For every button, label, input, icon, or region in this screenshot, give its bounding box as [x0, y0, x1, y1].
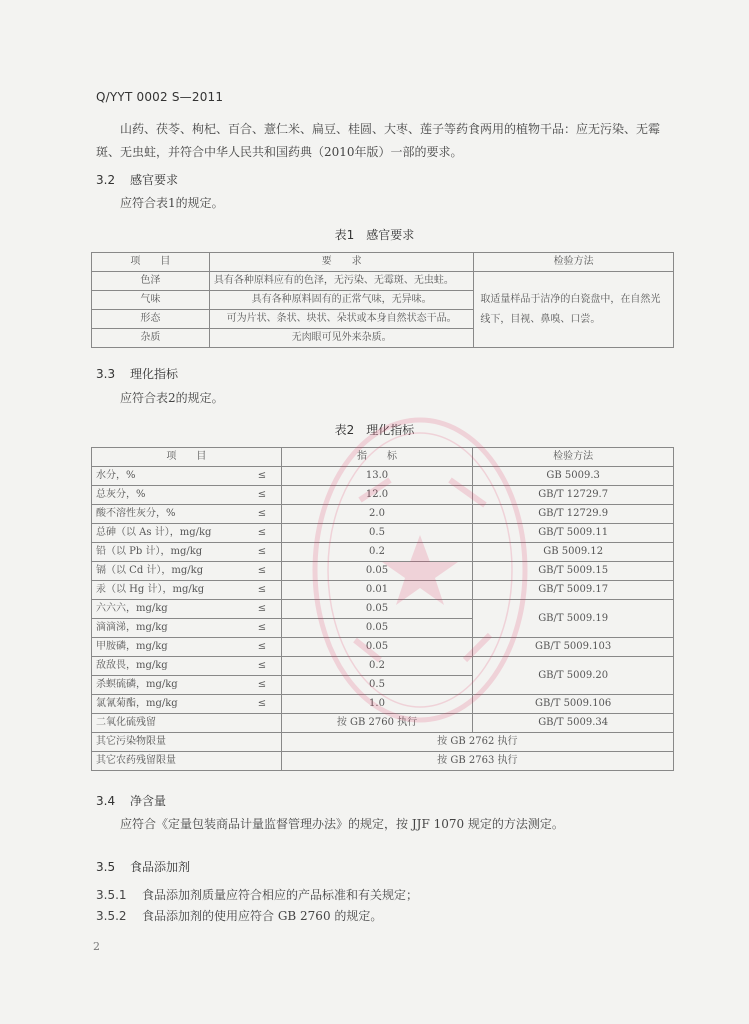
value-cell: 按 GB 2763 执行 — [281, 752, 673, 771]
section-3-4-heading — [96, 792, 166, 809]
section-title: 理化指标 — [130, 367, 179, 381]
item-number: 3.5.2 — [96, 909, 127, 923]
table-header-row — [92, 448, 674, 467]
section-3-3-heading — [96, 365, 178, 382]
item-cell: 总灰分，% — [92, 486, 244, 505]
operator-cell: ≤ — [243, 581, 281, 600]
standard-code: Q/YYT 0002 S—2011 — [96, 90, 224, 104]
item-cell: 酸不溶性灰分，% — [92, 505, 244, 524]
section-3-2-text: 应符合表1的规定。 — [120, 196, 224, 210]
operator-cell: ≤ — [243, 524, 281, 543]
operator-cell: ≤ — [243, 695, 281, 714]
method-cell: GB 5009.3 — [473, 467, 674, 486]
value-cell: 0.05 — [281, 600, 473, 619]
table-row — [92, 486, 674, 505]
section-title: 感官要求 — [130, 173, 179, 187]
item-number: 3.5.1 — [96, 888, 127, 902]
table-1-title: 表1 感官要求 — [334, 228, 415, 242]
header-cell: 项 目 — [92, 448, 282, 467]
item-cell: 滴滴涕，mg/kg — [92, 619, 244, 638]
section-title: 食品添加剂 — [130, 860, 191, 874]
table-row — [92, 581, 674, 600]
table-row — [92, 752, 674, 771]
section-number: 3.4 — [96, 794, 116, 808]
value-cell: 0.05 — [281, 562, 473, 581]
section-number: 3.3 — [96, 367, 116, 381]
item-cell: 敌敌畏，mg/kg — [92, 657, 244, 676]
value-cell: 0.5 — [281, 524, 473, 543]
item-cell: 形态 — [92, 310, 210, 329]
method-cell: GB/T 5009.15 — [473, 562, 674, 581]
operator-cell: ≤ — [243, 619, 281, 638]
table-row — [92, 600, 674, 619]
item-cell: 总砷（以 As 计），mg/kg — [92, 524, 244, 543]
operator-cell: ≤ — [243, 638, 281, 657]
table-row — [92, 505, 674, 524]
header-cell: 检验方法 — [473, 448, 674, 467]
requirement-cell: 无肉眼可见外来杂质。 — [209, 329, 474, 348]
item-cell: 甲胺磷，mg/kg — [92, 638, 244, 657]
item-cell: 杀螟硫磷，mg/kg — [92, 676, 244, 695]
method-cell: GB/T 5009.19 — [473, 600, 674, 638]
header-cell: 指 标 — [281, 448, 473, 467]
table-row — [92, 543, 674, 562]
value-cell: 13.0 — [281, 467, 473, 486]
table-row — [92, 733, 674, 752]
section-3-3-text: 应符合表2的规定。 — [120, 391, 224, 405]
item-cell: 杂质 — [92, 329, 210, 348]
section-number: 3.5 — [96, 860, 116, 874]
page-number: 2 — [93, 940, 100, 953]
section-3-4-text: 应符合《定量包装商品计量监督管理办法》的规定，按 JJF 1070 规定的方法测定。 — [120, 817, 564, 831]
value-cell: 0.05 — [281, 638, 473, 657]
section-3-5-heading — [96, 858, 190, 875]
item-text: 食品添加剂质量应符合相应的产品标准和有关规定； — [142, 888, 419, 902]
method-cell: GB/T 12729.7 — [473, 486, 674, 505]
value-cell: 0.5 — [281, 676, 473, 695]
item-cell: 氯氰菊酯，mg/kg — [92, 695, 244, 714]
requirement-cell: 可为片状、条状、块状、朵状或本身自然状态干品。 — [209, 310, 474, 329]
operator-cell: ≤ — [243, 600, 281, 619]
item-cell: 气味 — [92, 291, 210, 310]
value-cell: 0.2 — [281, 543, 473, 562]
operator-cell: ≤ — [243, 505, 281, 524]
item-cell: 水分，% — [92, 467, 244, 486]
section-title: 净含量 — [130, 794, 167, 808]
method-cell: GB/T 12729.9 — [473, 505, 674, 524]
table-row — [92, 657, 674, 676]
requirement-cell: 具有各种原料应有的色泽，无污染、无霉斑、无虫蛀。 — [209, 272, 474, 291]
item-cell: 汞（以 Hg 计），mg/kg — [92, 581, 244, 600]
physicochemical-table — [91, 447, 674, 771]
operator-cell: ≤ — [243, 467, 281, 486]
item-3-5-1 — [96, 886, 418, 903]
table-row — [92, 524, 674, 543]
table-body — [92, 448, 674, 771]
operator-cell: ≤ — [243, 543, 281, 562]
item-cell: 镉（以 Cd 计），mg/kg — [92, 562, 244, 581]
value-cell: 按 GB 2762 执行 — [281, 733, 673, 752]
method-cell: GB/T 5009.103 — [473, 638, 674, 657]
value-cell: 12.0 — [281, 486, 473, 505]
value-cell: 0.2 — [281, 657, 473, 676]
operator-cell: ≤ — [243, 486, 281, 505]
method-cell: GB 5009.12 — [473, 543, 674, 562]
method-cell: GB/T 5009.17 — [473, 581, 674, 600]
item-cell: 色泽 — [92, 272, 210, 291]
item-cell: 其它农药残留限量 — [92, 752, 282, 771]
method-cell: GB/T 5009.34 — [473, 714, 674, 733]
method-cell: GB/T 5009.20 — [473, 657, 674, 695]
item-text: 食品添加剂的使用应符合 GB 2760 的规定。 — [142, 909, 383, 923]
header-cell: 检验方法 — [474, 253, 674, 272]
table-row — [92, 714, 674, 733]
table-row — [92, 272, 674, 291]
value-cell: 1.0 — [281, 695, 473, 714]
requirement-cell: 具有各种原料固有的正常气味，无异味。 — [209, 291, 474, 310]
method-cell: GB/T 5009.106 — [473, 695, 674, 714]
section-number: 3.2 — [96, 173, 116, 187]
value-cell: 0.05 — [281, 619, 473, 638]
table-header-row — [92, 253, 674, 272]
table-row — [92, 562, 674, 581]
intro-paragraph: 山药、茯苓、枸杞、百合、薏仁米、扁豆、桂圆、大枣、莲子等药食两用的植物干品：应无污染、无霉斑、无虫蛀，并符合中华人民共和国药典（2010年版）一部的要求。 — [96, 122, 661, 159]
value-cell: 0.01 — [281, 581, 473, 600]
sensory-table — [91, 252, 674, 348]
item-cell: 其它污染物限量 — [92, 733, 282, 752]
item-3-5-2 — [96, 907, 382, 924]
operator-cell: ≤ — [243, 657, 281, 676]
header-cell: 要 求 — [209, 253, 474, 272]
operator-cell: ≤ — [243, 562, 281, 581]
operator-cell: ≤ — [243, 676, 281, 695]
method-cell: GB/T 5009.11 — [473, 524, 674, 543]
method-cell: 取适量样品于洁净的白瓷盘中，在自然光线下，目视、鼻嗅、口尝。 — [474, 272, 674, 348]
table-2-title: 表2 理化指标 — [334, 423, 415, 437]
table-row — [92, 467, 674, 486]
table-row — [92, 695, 674, 714]
item-cell: 铅（以 Pb 计），mg/kg — [92, 543, 244, 562]
item-cell: 二氧化硫残留 — [92, 714, 282, 733]
value-cell: 按 GB 2760 执行 — [281, 714, 473, 733]
section-3-2-heading — [96, 171, 178, 188]
header-cell: 项 目 — [92, 253, 210, 272]
table-row — [92, 638, 674, 657]
item-cell: 六六六，mg/kg — [92, 600, 244, 619]
value-cell: 2.0 — [281, 505, 473, 524]
